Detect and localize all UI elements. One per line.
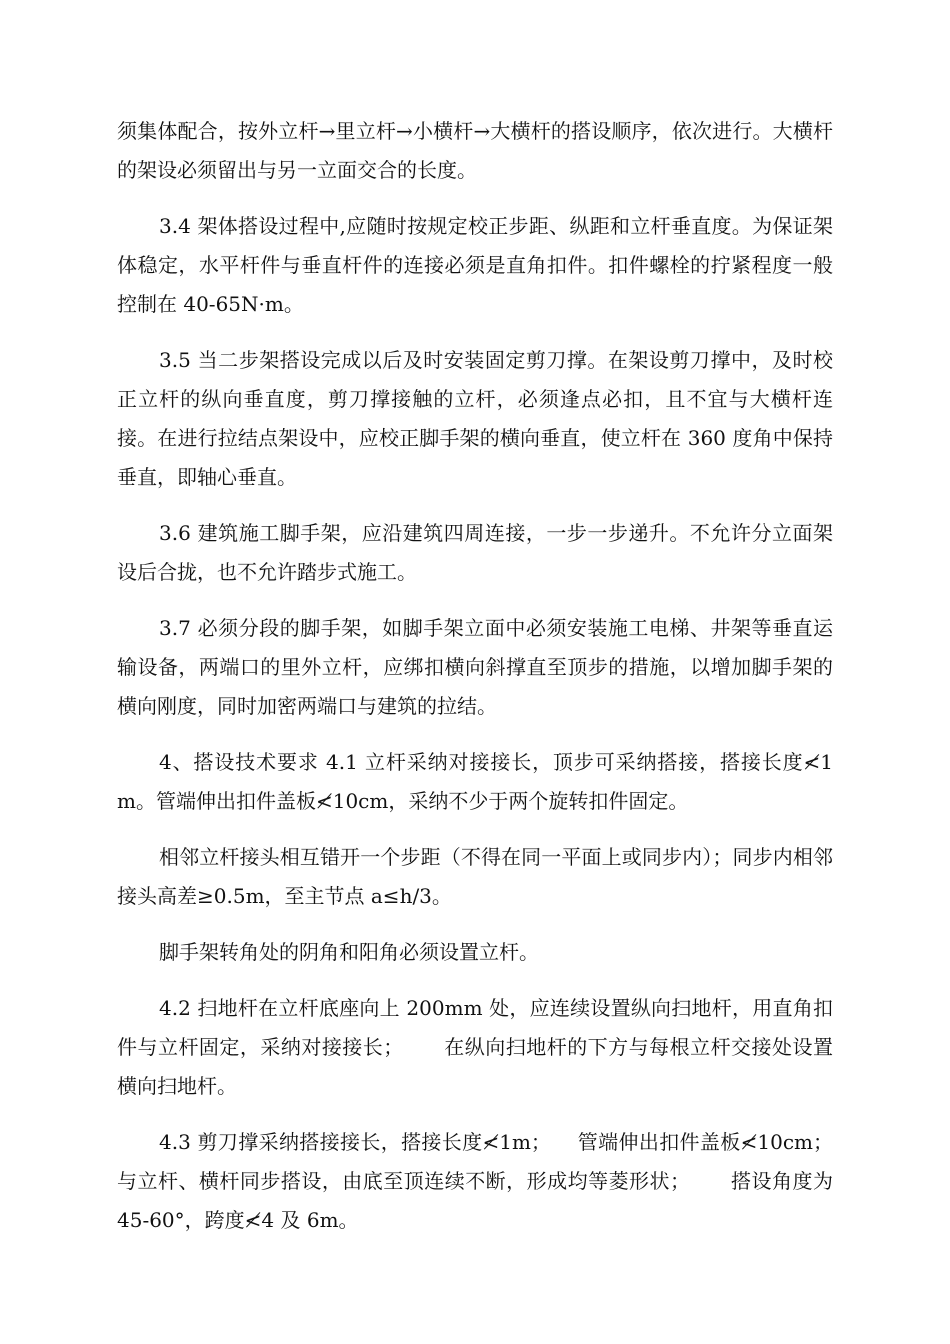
paragraph-7: 相邻立杆接头相互错开一个步距（不得在同一平面上或同步内）；同步内相邻接头高差≥0.5m，至主节点 a≤h/3。 [117, 845, 833, 908]
paragraph-3: 3.5 当二步架搭设完成以后及时安装固定剪刀撑。在架设剪刀撑中，及时校正立杆的纵向垂直度，剪刀撑接触的立杆，必须逢点必扣，且不宜与大横杆连接。在进行拉结点架设中，应校正脚手架的横向垂直，使立杆在 360 度角中保持垂直，即轴心垂直。 [117, 348, 833, 489]
paragraph-4: 3.6 建筑施工脚手架，应沿建筑四周连接，一步一步递升。不允许分立面架设后合拢，也不允许踏步式施工。 [117, 521, 833, 584]
paragraph-8: 脚手架转角处的阴角和阳角必须设置立杆。 [159, 940, 539, 964]
paragraph-2: 3.4 架体搭设过程中,应随时按规定校正步距、纵距和立杆垂直度。为保证架体稳定，水平杆件与垂直杆件的连接必须是直角扣件。扣件螺栓的拧紧程度一般控制在 40-65N·m。 [117, 214, 833, 316]
paragraph-5: 3.7 必须分段的脚手架，如脚手架立面中必须安装施工电梯、井架等垂直运输设备，两端口的里外立杆，应绑扣横向斜撑直至顶步的措施，以增加脚手架的横向刚度，同时加密两端口与建筑的拉结。 [117, 616, 833, 718]
document-page [117, 112, 872, 1240]
paragraph-10: 4.3 剪刀撑采纳搭接接长，搭接长度≮1m； 管端伸出扣件盖板≮10cm； 与立杆、横杆同步搭设，由底至顶连续不断，形成均等菱形状； 搭设角度为 45-60°，跨度≮4 及 6m。 [117, 1130, 872, 1232]
paragraph-1: 须集体配合，按外立杆→里立杆→小横杆→大横杆的搭设顺序，依次进行。大横杆的架设必须留出与另一立面交合的长度。 [117, 119, 833, 182]
paragraph-9: 4.2 扫地杆在立杆底座向上 200mm 处，应连续设置纵向扫地杆，用直角扣件与立杆固定，采纳对接接长； 在纵向扫地杆的下方与每根立杆交接处设置横向扫地杆。 [117, 996, 833, 1098]
paragraph-6: 4、搭设技术要求 4.1 立杆采纳对接接长，顶步可采纳搭接，搭接长度≮1m。管端伸出扣件盖板≮10cm，采纳不少于两个旋转扣件固定。 [117, 750, 833, 813]
